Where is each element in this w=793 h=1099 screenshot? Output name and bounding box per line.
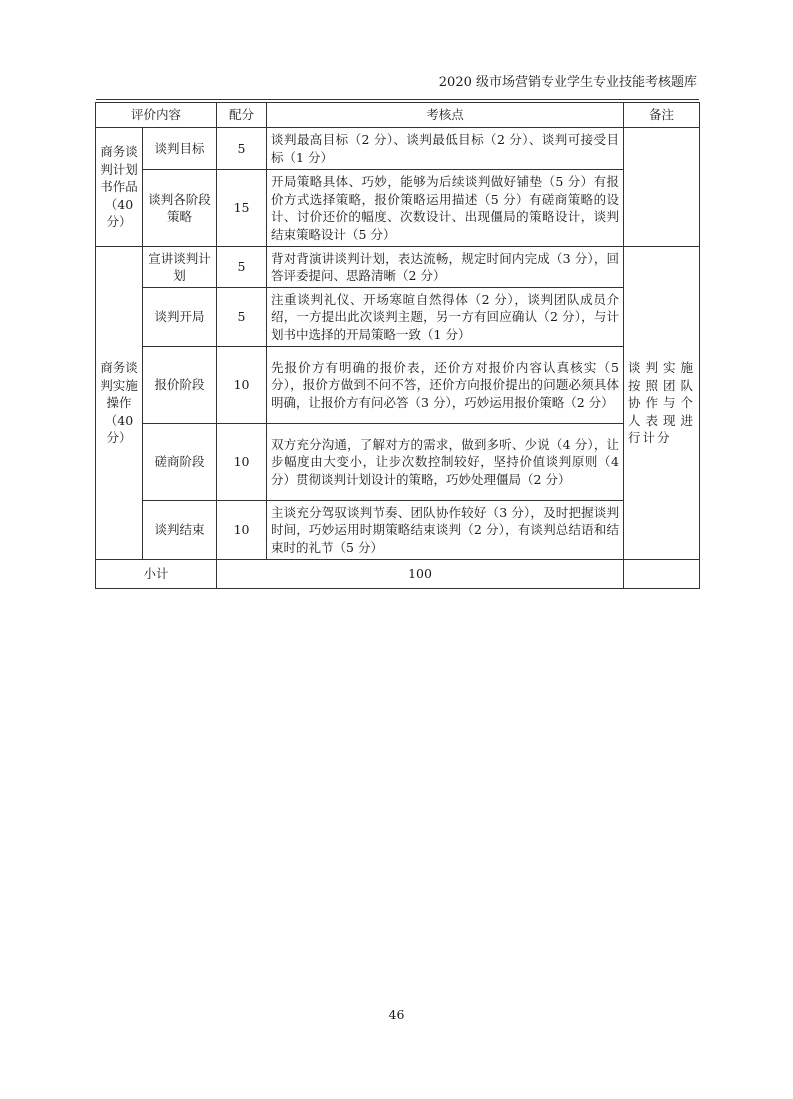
points-cell: 注重谈判礼仪、开场寒暄自然得体（2 分），谈判团队成员介绍，一方提出此次谈判主题，另一方有回应确认（2 分），与计划书中选择的开局策略一致（1 分）: [267, 288, 624, 347]
score-cell: 5: [217, 247, 267, 288]
table-row: [96, 128, 700, 170]
category-cell: 商务谈判计划书作品（40分）: [96, 128, 143, 247]
score-cell: 5: [217, 128, 267, 170]
subtotal-label: 小计: [96, 560, 217, 589]
page-number: 46: [388, 1007, 405, 1022]
header-rule: [96, 99, 699, 100]
score-cell: 10: [217, 424, 267, 501]
points-cell: 先报价方有明确的报价表，还价方对报价内容认真核实（5分），报价方做到不问不答，还价方向报价提出的问题必须具体明确，让报价方有问必答（3 分），巧妙运用报价策略（2 分）: [267, 347, 624, 424]
subtotal-row: [96, 560, 700, 589]
table-row: [96, 424, 700, 501]
points-cell: 主谈充分驾驭谈判节奏、团队协作较好（3 分），及时把握谈判时间，巧妙运用时期策略结束谈判（2 分），有谈判总结语和结束时的礼节（5 分）: [267, 501, 624, 560]
item-cell: 谈判结束: [143, 501, 217, 560]
item-cell: 磋商阶段: [143, 424, 217, 501]
table-row: [96, 288, 700, 347]
table-header-row: [96, 103, 700, 128]
table-row: [96, 347, 700, 424]
points-cell: 背对背演讲谈判计划，表达流畅，规定时间内完成（3 分），回答评委提问、思路清晰（2 分）: [267, 247, 624, 288]
score-cell: 10: [217, 501, 267, 560]
evaluation-table: [95, 102, 700, 589]
item-cell: 宣讲谈判计划: [143, 247, 217, 288]
col-header-remark: 备注: [624, 103, 700, 128]
score-cell: 5: [217, 288, 267, 347]
item-cell: 谈判各阶段策略: [143, 170, 217, 247]
col-header-score: 配分: [217, 103, 267, 128]
item-cell: 谈判目标: [143, 128, 217, 170]
score-cell: 10: [217, 347, 267, 424]
category-cell: 商务谈判实施操作（40分）: [96, 247, 143, 560]
col-header-points: 考核点: [267, 103, 624, 128]
item-cell: 谈判开局: [143, 288, 217, 347]
remark-cell: 谈判实施按照团队协作与个人表现进行计分: [624, 247, 700, 560]
points-cell: 双方充分沟通，了解对方的需求，做到多听、少说（4 分），让步幅度由大变小，让步次数控制较好，坚持价值谈判原则（4 分）贯彻谈判计划设计的策略，巧妙处理僵局（2 分）: [267, 424, 624, 501]
points-cell: 谈判最高目标（2 分）、谈判最低目标（2 分）、谈判可接受目标（1 分）: [267, 128, 624, 170]
col-header-content: 评价内容: [96, 103, 217, 128]
table-row: [96, 247, 700, 288]
score-cell: 15: [217, 170, 267, 247]
table-row: [96, 170, 700, 247]
item-cell: 报价阶段: [143, 347, 217, 424]
subtotal-remark-empty: [624, 560, 700, 589]
subtotal-value: 100: [217, 560, 624, 589]
remark-cell-empty: [624, 128, 700, 247]
points-cell: 开局策略具体、巧妙，能够为后续谈判做好铺垫（5 分）有报价方式选择策略，报价策略运用描述（5 分）有磋商策略的设计、讨价还价的幅度、次数设计、出现僵局的策略设计，谈判结束策略设计（5 分）: [267, 170, 624, 247]
table-row: [96, 501, 700, 560]
page-header: 2020 级市场营销专业学生专业技能考核题库: [438, 75, 697, 90]
